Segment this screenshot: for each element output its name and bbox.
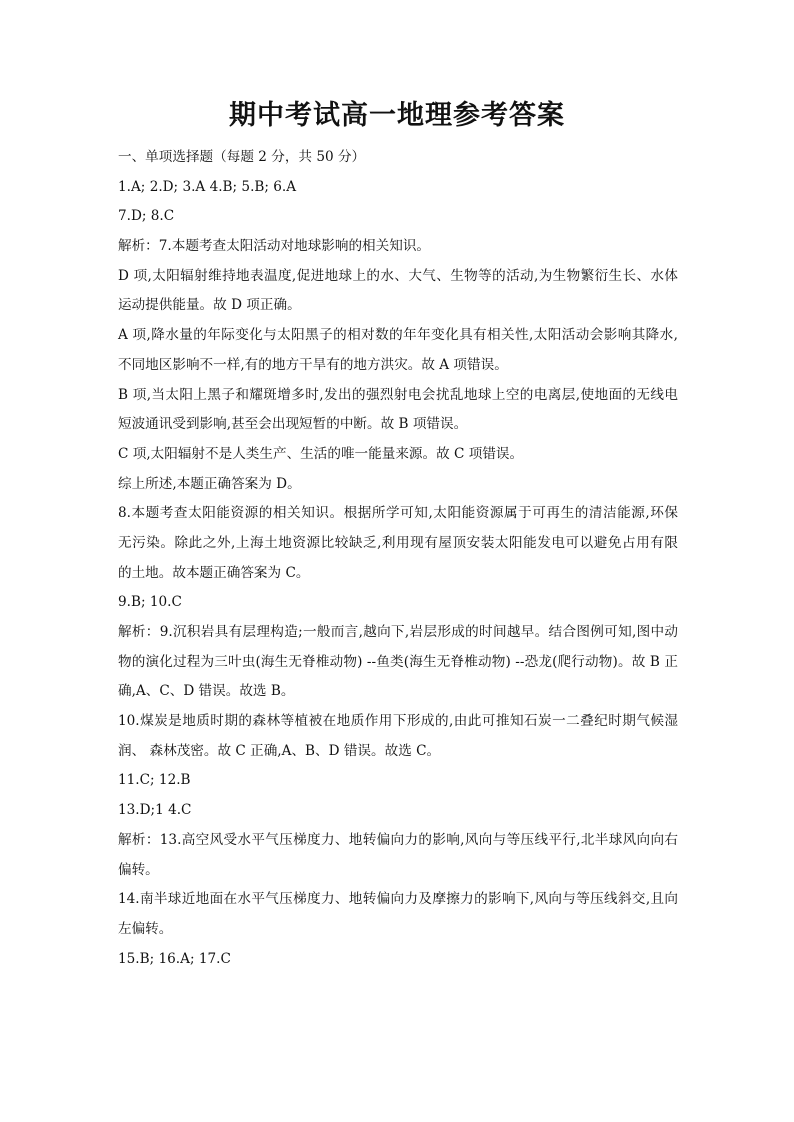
text-line: 15.B; 16.A; 17.C [118, 950, 231, 967]
text-line: 10.煤炭是地质时期的森林等植被在地质作用下形成的,由此可推知石炭一二叠纪时期气候湿 [118, 713, 678, 730]
text-line: 解析：7.本题考查太阳活动对地球影响的相关知识。 [118, 238, 431, 255]
text-line: 解析：13.高空风受水平气压梯度力、地转偏向力的影响,风向与等压线平行,北半球风向向右 [118, 831, 678, 848]
text-line: 13.D;1 4.C [118, 802, 192, 819]
text-line: 7.D; 8.C [118, 208, 175, 225]
text-line: 解析：9.沉积岩具有层理构造;一般而言,越向下,岩层形成的时间越早。结合图例可知,图中动 [118, 624, 678, 640]
text-line: 物的演化过程为三叶虫(海生无脊椎动物) --鱼类(海生无脊椎动物) --恐龙(爬行动物)。故 B 正 [118, 653, 678, 670]
text-line: 短波通讯受到影响,甚至会出现短暂的中断。故 B 项错误。 [118, 416, 468, 433]
text-line: 9.B; 10.C [118, 594, 182, 611]
text-line: 不同地区影响不一样,有的地方干旱有的地方洪灾。故 A 项错误。 [118, 356, 508, 373]
text-line: 润、 森林茂密。故 C 正确,A、B、D 错误。故选 C。 [118, 742, 441, 759]
text-line: B 项,当太阳上黑子和耀斑增多时,发出的强烈射电会扰乱地球上空的电离层,使地面的无线电 [118, 386, 678, 403]
text-line: 11.C; 12.B [118, 772, 191, 789]
document-title: 期中考试高一地理参考答案 [229, 100, 565, 131]
text-line: 一、单项选择题（每题 2 分，共 50 分） [118, 149, 366, 165]
text-line: 14.南半球近地面在水平气压梯度力、地转偏向力及摩擦力的影响下,风向与等压线斜交,且向 [118, 891, 678, 908]
text-line: 偏转。 [118, 861, 159, 878]
answer-content [118, 143, 678, 974]
text-line: 运动提供能量。故 D 项正确。 [118, 297, 301, 314]
text-line: 无污染。除此之外,上海土地资源比较缺乏,利用现有屋顶安装太阳能发电可以避免占用有限 [118, 534, 678, 551]
text-line: A 项,降水量的年际变化与太阳黑子的相对数的年年变化具有相关性,太阳活动会影响其降水, [118, 327, 678, 344]
text-line: 左偏转。 [118, 920, 173, 937]
text-line: 8.本题考查太阳能资源的相关知识。根据所学可知,太阳能资源属于可再生的清洁能源,环保 [118, 505, 678, 522]
text-line: D 项,太阳辐射维持地表温度,促进地球上的水、大气、生物等的活动,为生物繁衍生长、水体 [118, 267, 678, 284]
text-line: 1.A; 2.D; 3.A 4.B; 5.B; 6.A [118, 178, 297, 195]
text-line: 确,A、C、D 错误。故选 B。 [118, 683, 295, 700]
text-line: 的土地。故本题正确答案为 C。 [118, 564, 310, 581]
text-line: 综上所述,本题正确答案为 D。 [118, 475, 301, 492]
text-line: C 项,太阳辐射不是人类生产、生活的唯一能量来源。故 C 项错误。 [118, 445, 524, 462]
